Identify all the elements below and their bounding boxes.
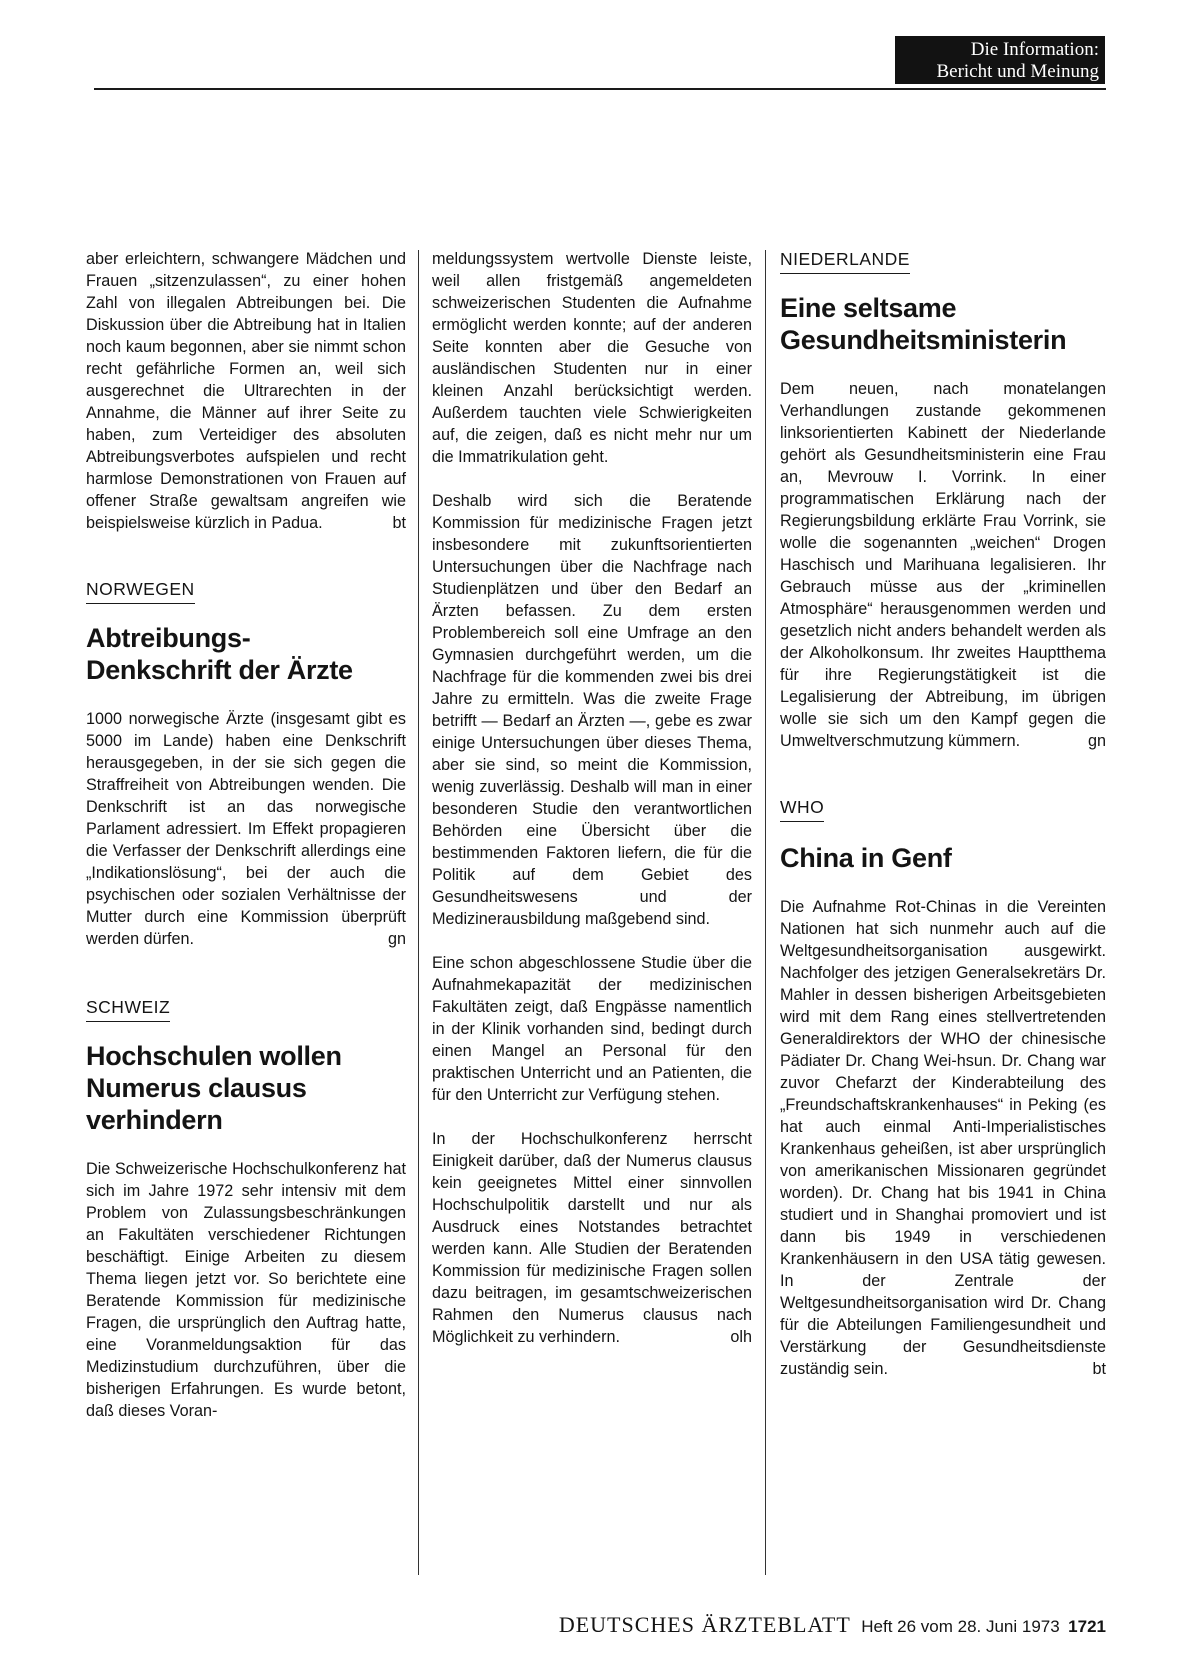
- paragraph-text: 1000 norwegische Ärzte (insgesamt gibt es 5000 im Lande) haben eine Denkschrift herausgegeben, in der sie sich gegen die Straffreiheit von Abtreibungen wenden. Die Denkschrift ist an das norwegische Parlament adressiert. Im Effekt propagieren die Verfasser der Denkschrift allerdings eine „Indikationslösung“, bei der auch die psychischen oder sozialen Verhältnisse der Mutter durch eine Kommission überprüft werden dürfen.: [86, 710, 406, 948]
- column-1: [86, 248, 406, 1578]
- headline-line: verhindern: [86, 1105, 223, 1135]
- paragraph-text: Die Aufnahme Rot-Chinas in die Vereinten Nationen hat sich nunmehr auch auf die Weltgesundheitsorganisation ausgewirkt. Nachfolger des jetzigen Generalsekretärs Dr. Mahler in dessen bisherigen Arbeitsgebieten wird mit dem Rang eines stellvertretenden Generaldirektors der WHO der chinesische Pädiater Dr. Chang Wei-hsun. Dr. Chang war zuvor Chefarzt der Kinderabteilung des „Freundschaftskrankenhauses“ in Peking (es hat auch einmal Anti-Imperialistisches Krankenhaus geheißen, ist aber ursprünglich von amerikanischen Missionaren gegründet worden). Dr. Chang hat bis 1941 in China studiert und in Shanghai promoviert und ist dann bis 1949 in verschiedenen Krankenhäusern in den USA tätig gewesen. In der Zentrale der Weltgesundheitsorganisation wird Dr. Chang für die Abteilungen Familiengesundheit und Verstärkung der Gesundheitsdienste zuständig sein.: [780, 898, 1106, 1378]
- section-label-norwegen: NORWEGEN: [86, 578, 195, 604]
- article-paragraph: Deshalb wird sich die Beratende Kommission für medizinische Fragen jetzt insbesondere mit zukunftsorientierten Untersuchungen über die Nachfrage nach Studienplätzen und über den Bedarf an Ärzten befassen. Zu dem ersten Problembereich soll eine Umfrage an den Gymnasien durchgeführt werden, um die Nachfrage für die kommenden zwei bis drei Jahre zu ermitteln. Was die zweite Frage betrifft — Bedarf an Ärzten —, gebe es zwar einige Untersuchungen über dieses Thema, aber sie sind, so meint die Kommission, wenig zuverlässig. Deshalb will man in einer besonderen Studie den verantwortlichen Behörden eine Übersicht über die bestimmenden Faktoren liefern, die für die Politik auf dem Gebiet des Gesundheitswesens und der Medizinerausbildung maßgebend sind.: [432, 492, 752, 928]
- article-paragraph: [780, 896, 1106, 1380]
- headline-line: Eine seltsame: [780, 293, 957, 323]
- section-label-who: WHO: [780, 796, 824, 822]
- section-label-schweiz: SCHWEIZ: [86, 996, 170, 1022]
- section-label-niederlande: NIEDERLANDE: [780, 248, 910, 274]
- column-2: [432, 248, 752, 1578]
- headline-china-in-genf: China in Genf: [780, 843, 952, 873]
- article-paragraph: Die Schweizerische Hochschulkonferenz hat sich im Jahre 1972 sehr intensiv mit dem Problem von Zulassungsbeschränkungen an Fakultäten verschiedener Richtungen beschäftigt. Einige Arbeiten zu diesem Thema liegen jetzt vor. So berichtete eine Beratende Kommission für medizinische Fragen, die ursprünglich den Auftrag hatte, eine Voranmeldungsaktion für das Medizinstudium durchzuführen, über die bisherigen Erfahrungen. Es wurde betont, daß dieses Voran-: [86, 1160, 406, 1420]
- article-paragraph: [86, 708, 406, 950]
- column-divider: [418, 250, 419, 1575]
- page-footer: [470, 1612, 1106, 1638]
- headline-line: Hochschulen wollen: [86, 1041, 342, 1071]
- article-paragraph: meldungssystem wertvolle Dienste leiste, weil allen fristgemäß angemeldeten schweizerischen Studenten die Aufnahme ermöglicht werden konnte; auf der anderen Seite konnten aber die Gesuche von ausländischen Studenten nur in einer kleinen Anzahl berücksichtigt werden. Außerdem tauchten viele Schwierigkeiten auf, die zeigen, daß es nicht mehr nur um die Immatrikulation geht.: [432, 250, 752, 466]
- header-line-2: Bericht und Meinung: [936, 61, 1099, 82]
- author-initials: gn: [387, 930, 406, 948]
- paragraph-text: Dem neuen, nach monatelangen Verhandlungen zustande gekommenen linksorientierten Kabinett der Niederlande gehört als Gesundheitsministerin eine Frau an, Mevrouw I. Vorrink. In einer programmatischen Erklärung nach der Regierungsbildung erklärte Frau Vorrink, sie wolle die sogenannten „weichen“ Drogen Haschisch und Marihuana legalisieren. Ihr Gebrauch müsse aus der „kriminellen Atmosphäre“ herausgenommen werden und gesetzlich nicht anders behandelt werden als der Alkoholkonsum. Ihr zweites Hauptthema für ihre Regierungstätigkeit ist die Legalisierung der Abtreibung, im übrigen wolle sie sich um den Kampf gegen die Umweltverschmutzung kümmern.: [780, 380, 1106, 750]
- headline-hochschulen: [86, 1040, 406, 1136]
- paragraph-text: In der Hochschulkonferenz herrscht Einigkeit darüber, daß der Numerus clausus kein geeignetes Mittel einer sinnvollen Hochschulpolitik darstellt und nur als Ausdruck eines Notstandes betrachtet werden kann. Alle Studien der Beratenden Kommission für medizinische Fragen sollen dazu beitragen, im gesamtschweizerischen Rahmen den Numerus clausus nach Möglichkeit zu verhindern.: [432, 1130, 752, 1346]
- author-initials: olh: [730, 1328, 752, 1346]
- headline-line: Denkschrift der Ärzte: [86, 655, 353, 685]
- paragraph-text: aber erleichtern, schwangere Mädchen und Frauen „sitzenzulassen“, zu einer hohen Zahl von illegalen Abtreibungen bei. Die Diskussion über die Abtreibung hat in Italien noch kaum begonnen, aber sie nimmt schon recht gefährliche Formen an, weil sich ausgerechnet die Ultrarechten in der Annahme, die Männer auf ihrer Seite zu haben, zum Verteidiger des absoluten Abtreibungsverbotes aufspielen und recht harmlose Demonstrationen von Frauen auf offener Straße gewaltsam angreifen wie beispielsweise kürzlich in Padua.: [86, 250, 406, 532]
- article-paragraph: Eine schon abgeschlossene Studie über die Aufnahmekapazität der medizinischen Fakultäten zeigt, daß Engpässe namentlich in der Klinik vorhanden sind, bedingt durch einen Mangel an Personal für den praktischen Unterricht und an Patienten, die für den Unterricht zur Verfügung stehen.: [432, 954, 752, 1104]
- article-paragraph: [86, 248, 406, 534]
- headline-line: Gesundheitsministerin: [780, 325, 1067, 355]
- column-divider: [765, 250, 766, 1575]
- article-paragraph: [432, 1128, 752, 1348]
- header-badge: [895, 36, 1105, 84]
- author-initials: bt: [392, 514, 406, 532]
- column-3: [780, 248, 1106, 1578]
- headline-line: Numerus clausus: [86, 1073, 307, 1103]
- journal-name: DEUTSCHES ÄRZTEBLATT: [558, 1612, 851, 1637]
- author-initials: gn: [1087, 732, 1106, 750]
- issue-info: Heft 26 vom 28. Juni 1973: [861, 1617, 1060, 1636]
- headline-gesundheitsministerin: [780, 292, 1106, 356]
- headline-line: Abtreibungs-: [86, 623, 251, 653]
- article-paragraph: [780, 378, 1106, 752]
- author-initials: bt: [1092, 1360, 1106, 1378]
- header-rule: [94, 88, 1106, 90]
- headline-abtreibungs-denkschrift: [86, 622, 406, 686]
- header-line-1: Die Information:: [970, 39, 1099, 60]
- page-number: 1721: [1068, 1617, 1106, 1636]
